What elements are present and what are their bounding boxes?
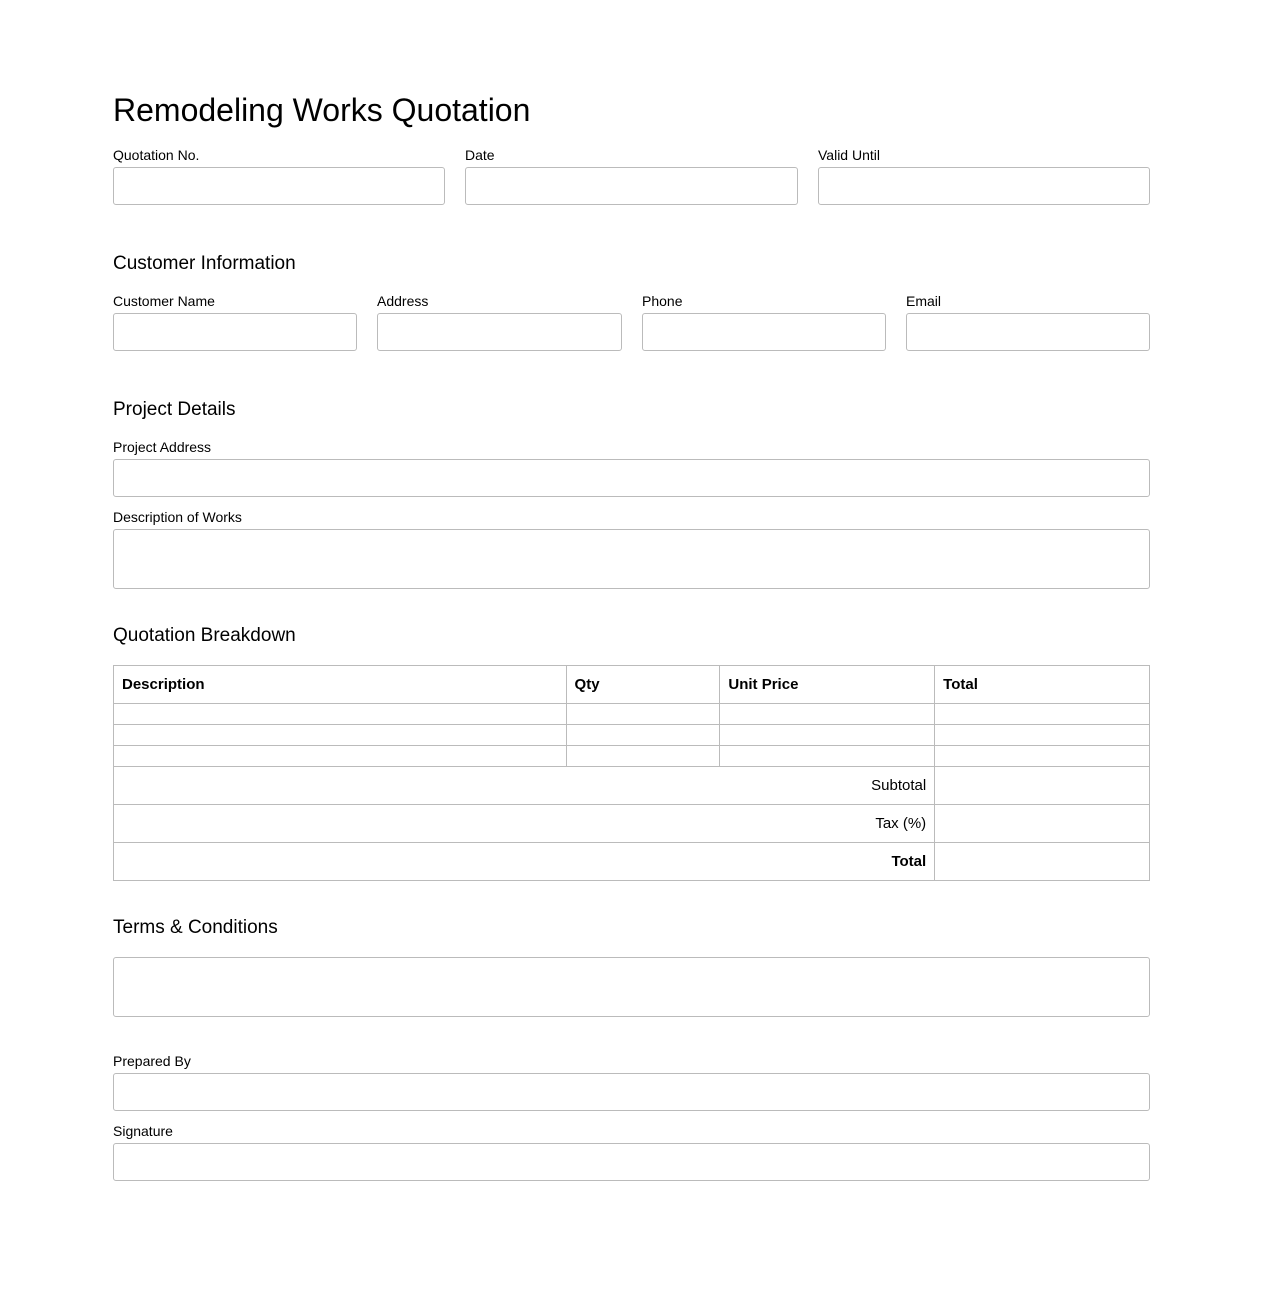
item-total-cell[interactable] xyxy=(935,704,1150,725)
grand-total-row xyxy=(114,843,1150,881)
address-label: Address xyxy=(377,293,429,309)
subtotal-row xyxy=(114,767,1150,805)
table-row xyxy=(114,704,1150,725)
phone-label: Phone xyxy=(642,293,683,309)
table-header-row xyxy=(114,666,1150,704)
email-label: Email xyxy=(906,293,942,309)
breakdown-table xyxy=(113,665,1150,881)
tax-row xyxy=(114,805,1150,843)
date-label: Date xyxy=(465,147,495,163)
terms-textarea[interactable] xyxy=(113,957,1150,1017)
customer-info-heading: Customer Information xyxy=(113,253,296,274)
signature-label: Signature xyxy=(113,1123,173,1139)
prepared-by-label: Prepared By xyxy=(113,1053,191,1069)
subtotal-label: Subtotal xyxy=(114,767,935,805)
item-total-cell[interactable] xyxy=(935,746,1150,767)
table-row xyxy=(114,725,1150,746)
item-qty-cell[interactable] xyxy=(566,746,720,767)
valid-until-input[interactable] xyxy=(818,167,1150,205)
description-of-works-textarea[interactable] xyxy=(113,529,1150,589)
subtotal-value-cell[interactable] xyxy=(935,767,1150,805)
column-header-unit-price: Unit Price xyxy=(720,666,935,704)
column-header-description: Description xyxy=(114,666,567,704)
project-address-label: Project Address xyxy=(113,439,212,455)
item-description-cell[interactable] xyxy=(114,704,567,725)
breakdown-heading: Quotation Breakdown xyxy=(113,625,296,646)
project-details-heading: Project Details xyxy=(113,399,236,420)
valid-until-label: Valid Until xyxy=(818,147,880,163)
item-description-cell[interactable] xyxy=(114,725,567,746)
signature-input[interactable] xyxy=(113,1143,1150,1181)
prepared-by-input[interactable] xyxy=(113,1073,1150,1111)
terms-heading: Terms & Conditions xyxy=(113,917,278,938)
table-row xyxy=(114,746,1150,767)
quotation-no-label: Quotation No. xyxy=(113,147,200,163)
column-header-qty: Qty xyxy=(566,666,720,704)
item-unit-price-cell[interactable] xyxy=(720,704,935,725)
grand-total-value-cell[interactable] xyxy=(935,843,1150,881)
tax-label: Tax (%) xyxy=(114,805,935,843)
item-qty-cell[interactable] xyxy=(566,704,720,725)
phone-input[interactable] xyxy=(642,313,886,351)
customer-name-label: Customer Name xyxy=(113,293,215,309)
customer-name-input[interactable] xyxy=(113,313,357,351)
column-header-total: Total xyxy=(935,666,1150,704)
item-unit-price-cell[interactable] xyxy=(720,746,935,767)
project-address-input[interactable] xyxy=(113,459,1150,497)
date-input[interactable] xyxy=(465,167,798,205)
item-qty-cell[interactable] xyxy=(566,725,720,746)
address-input[interactable] xyxy=(377,313,622,351)
item-description-cell[interactable] xyxy=(114,746,567,767)
page-title: Remodeling Works Quotation xyxy=(113,92,531,128)
email-input[interactable] xyxy=(906,313,1150,351)
grand-total-label: Total xyxy=(114,843,935,881)
quotation-no-input[interactable] xyxy=(113,167,445,205)
item-unit-price-cell[interactable] xyxy=(720,725,935,746)
description-of-works-label: Description of Works xyxy=(113,509,242,525)
item-total-cell[interactable] xyxy=(935,725,1150,746)
tax-value-cell[interactable] xyxy=(935,805,1150,843)
